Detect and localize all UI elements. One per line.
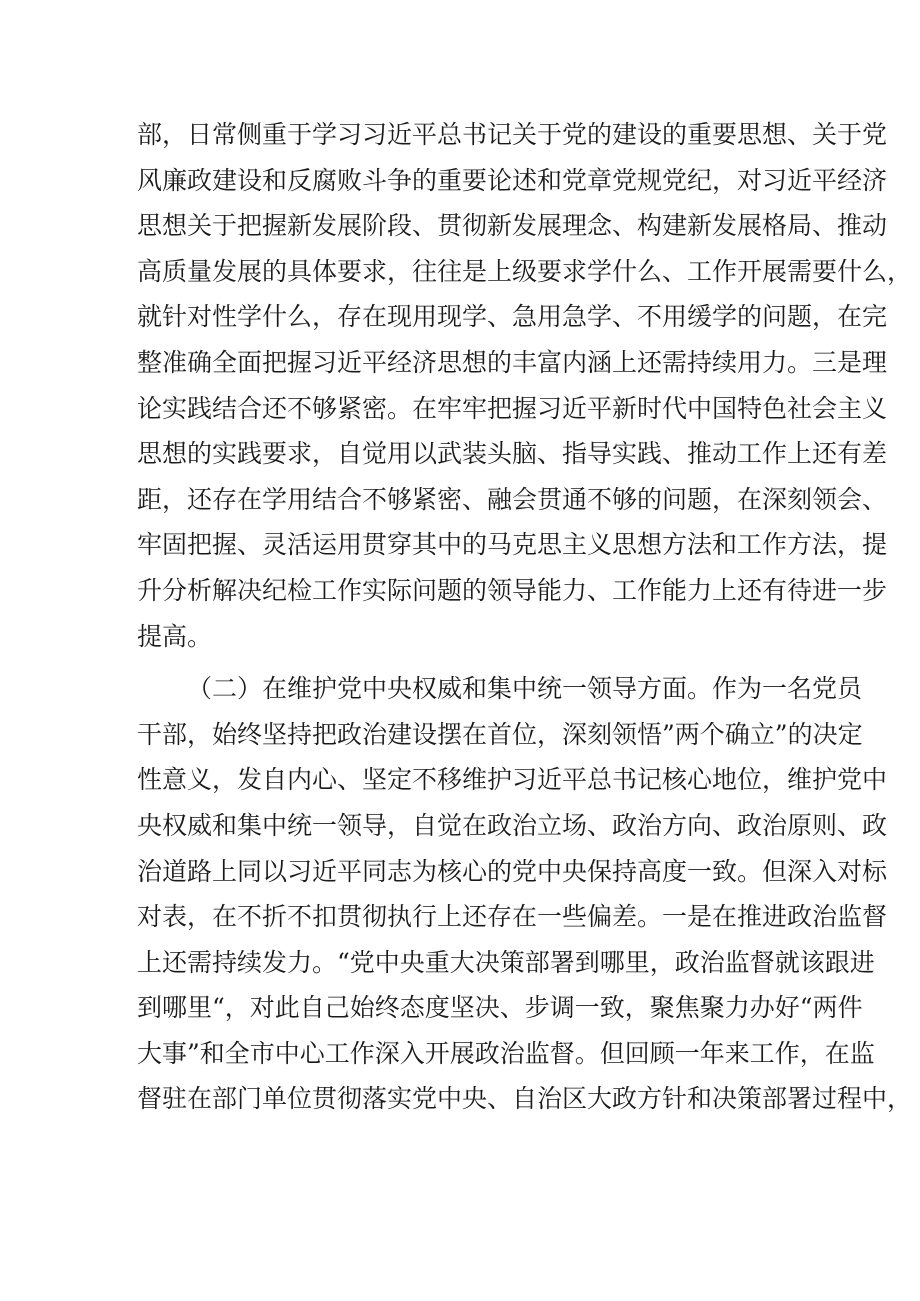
- text-line: 央权威和集中统一领导，自觉在政治立场、政治方向、政治原则、政: [137, 810, 888, 840]
- text-line: 思想的实践要求，自觉用以武装头脑、指导实践、推动工作上还有差: [137, 439, 888, 469]
- text-line: 上还需持续发力。“党中央重大决策部署到哪里，政治监督就该跟进: [137, 947, 875, 977]
- paragraph-2: [137, 666, 913, 1122]
- section-heading-line: （二）在维护党中央权威和集中统一领导方面。作为一名党员: [187, 674, 863, 704]
- paragraph-gap: [137, 659, 787, 666]
- text-line: 风廉政建设和反腐败斗争的重要论述和党章党规党纪，对习近平经济: [137, 165, 888, 195]
- text-line: 高质量发展的具体要求，往往是上级要求学什么、工作开展需要什么，: [137, 256, 913, 286]
- text-line: 大事”和全市中心工作深入开展政治监督。但回顾一年来工作，在监: [137, 1038, 875, 1068]
- text-line: 距，还存在学用结合不够紧密、融会贯通不够的问题，在深刻领会、: [137, 484, 888, 514]
- text-line: 提高。: [137, 621, 213, 651]
- text-line: 论实践结合还不够紧密。在牢牢把握习近平新时代中国特色社会主义: [137, 393, 888, 423]
- text-line: 督驻在部门单位贯彻落实党中央、自治区大政方针和决策部署过程中，: [137, 1084, 913, 1114]
- text-line: 思想关于把握新发展阶段、贯彻新发展理念、构建新发展格局、推动: [137, 211, 888, 241]
- text-line: 就针对性学什么，存在现用现学、急用急学、不用缓学的问题，在完: [137, 302, 888, 332]
- text-line: 升分析解决纪检工作实际问题的领导能力、工作能力上还有待进一步: [137, 575, 888, 605]
- text-line: 到哪里“，对此自己始终态度坚决、步调一致，聚焦聚力办好“两件: [137, 993, 863, 1023]
- text-line: 对表，在不折不扣贯彻执行上还存在一些偏差。一是在推进政治监督: [137, 902, 888, 932]
- text-line: 治道路上同以习近平同志为核心的党中央保持高度一致。但深入对标: [137, 856, 888, 886]
- text-line: 牢固把握、灵活运用贯穿其中的马克思主义思想方法和工作方法，提: [137, 530, 888, 560]
- text-line: 性意义，发自内心、坚定不移维护习近平总书记核心地位，维护党中: [137, 765, 888, 795]
- text-line: 整准确全面把握习近平经济思想的丰富内涵上还需持续用力。三是理: [137, 347, 888, 377]
- text-line: 干部，始终坚持把政治建设摆在首位，深刻领悟”两个确立”的决定: [137, 719, 863, 749]
- document-body: [137, 112, 913, 1122]
- paragraph-1: [137, 112, 913, 659]
- text-line: 部，日常侧重于学习习近平总书记关于党的建设的重要思想、关于党: [137, 120, 888, 149]
